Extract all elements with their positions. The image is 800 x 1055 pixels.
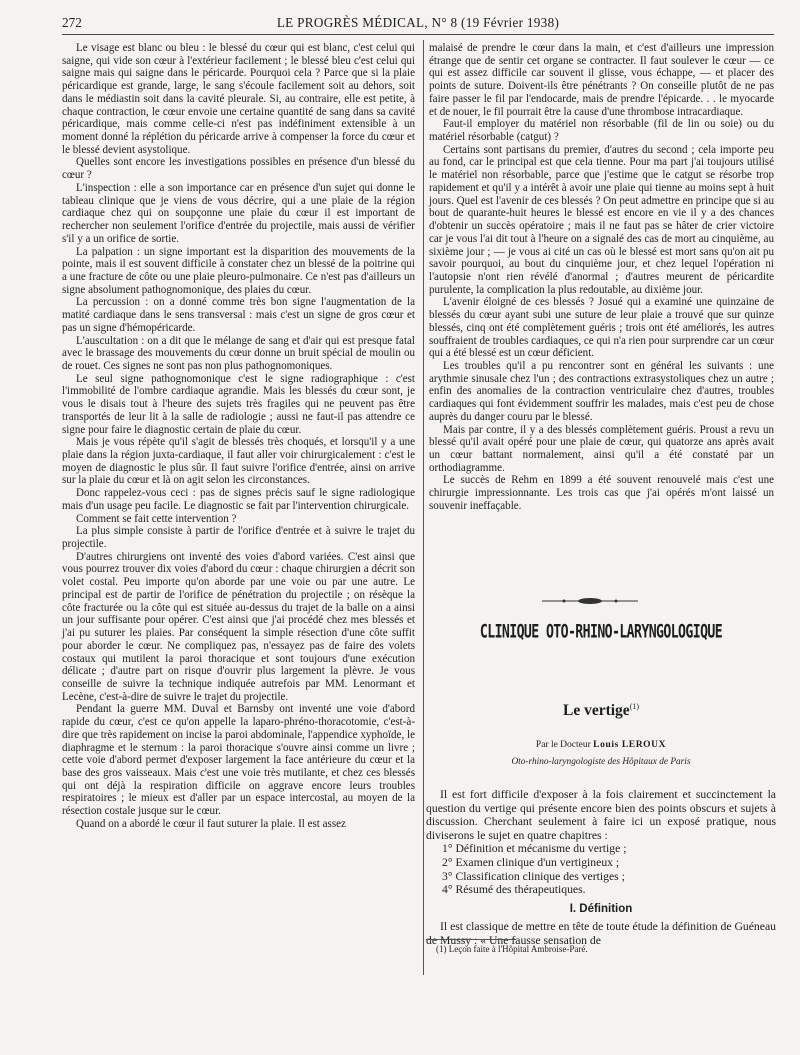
paragraph: Mais je vous répète qu'il s'agit de blessés très choqués, et lorsqu'il y a une plaie dans la région juxta-cardiaque, il faut aller voir chirurgicalement : c'est le moyen de diagnostic le plus sûr. Il faut suivre l'orifice d'entrée, ainsi on arrive sur la plaie du cœur et là on agit selon les circonstances. — [62, 436, 415, 487]
paragraph: La percussion : on a donné comme très bon signe l'augmentation de la matité cardiaque dans le sens transversal : mais c'est un signe de gros cœur et pas un signe d'hémopéricarde. — [62, 296, 415, 334]
footnote-marker: (1) — [629, 702, 640, 711]
paragraph: Mais par contre, il y a des blessés complètement guéris. Proust a revu un blessé qu'il avait opéré pour une plaie de cœur, qui quatorze ans après avait un cœur battant normalement, ainsi qu'il a été constaté par un orthodiagramme. — [429, 423, 774, 474]
author-name: Louis LEROUX — [593, 740, 667, 750]
header-rule — [62, 34, 774, 35]
author-affiliation: Oto-rhino-laryngologiste des Hôpitaux de Paris — [511, 757, 691, 767]
section-title: CLINIQUE OTO-RHINO-LARYNGOLOGIQUE — [479, 622, 723, 643]
paragraph: D'autres chirurgiens ont inventé des voies d'abord variées. C'est ainsi que vous pourrez trouver dix voies d'abord du cœur : chaque chirurgien a décrit son volet costal. Peu importe qu'on aborde par une voie ou par une autre. Le principal est de partir de l'orifice de pénétration du projectile ; on résèque la côte fracturée ou la côte qui est située au-dessus du trajet de la balle on a ainsi un jour suffisante pour opérer. C'est ainsi que j'ai procédé chez mes blessés et j'ai pu suturer les plaies. Par conséquent la simple résection d'une côte suffit pour aborder le cœur. Ne compliquez pas, n'essayez pas de faire des volets costaux qui mutilent la paroi thoracique et sont toujours d'une exécution délicate ; d'autre part on risque d'ouvrir plus largement la plèvre. Je vous conseille de suivre la technique indiquée autrefois par MM. Lenormant et Lecène, c'est-à-dire de suivre le trajet du projectile. — [62, 550, 415, 703]
paragraph: La plus simple consiste à partir de l'orifice d'entrée et à suivre le trajet du projectile. — [62, 525, 415, 551]
page-number: 272 — [62, 15, 82, 30]
footnote: (1) Leçon faite à l'Hôpital Ambroise-Paré. — [436, 944, 588, 954]
paragraph: Certains sont partisans du premier, d'autres du second ; cela importe peu au fond, car le principal est que cela tienne. Pour ma part j'ai toujours utilisé le matériel non résorbable, parce que j'estime que le catgut se résorbe trop rapidement et qu'il y a intérêt à avoir une plaie qui tienne au moins sept à huit jours. Quel est l'avenir de ces blessés ? On peut admettre en principe que si au bout de quarante-huit heures le blessé est encore en vie il y a des chances d'obtenir un succès opératoire ; mais il ne faut pas se hâter de crier victoire car je vous l'ai dit tout à l'heure on a signalé des cas de mort au cinquième, au sixième jour ; — je vous ai cité un cas où le blessé est mort sans qu'on ait pu savoir pourquoi, au bout du cinquième jour, et chez lequel l'opération ni l'autopsie n'ont rien révélé d'anormal ; d'autres meurent de péricardite purulente, la complication la plus redoutable, au dixième jour. — [429, 143, 774, 296]
list-item: 1° Définition et mécanisme du vertige ; — [442, 842, 627, 856]
paragraph: Donc rappelez-vous ceci : pas de signes précis sauf le signe radiologique mais d'un usage peu facile. Le diagnostic se fait par l'intervention chirurgicale. — [62, 487, 415, 512]
paragraph: Le seul signe pathognomonique c'est le signe radiographique : c'est l'immobilité de l'ombre cardiaque agrandie. Mais les blessés du cœur sont, je vous le disais tout à l'heure des sujets très fragiles qui ne peuvent pas être transportés de leur lit à la salle de radiologie ; aussi ne faut-il pas attendre ce signe pour faire le diagnostic certain de plaie du cœur. — [62, 372, 415, 436]
list-item: 4° Résumé des thérapeutiques. — [442, 883, 586, 897]
paragraph: Les troubles qu'il a pu rencontrer sont en général les suivants : une arythmie sinusale chez l'un ; des contractions extrasystoliques chez un autre ; enfin des anomalies de la contraction ventriculaire chez d'autres, troubles cardiaques qui font évidemment souffrir les malades, mais c'est peu de chose auprès du danger couru par le blessé. — [429, 359, 774, 423]
paragraph: malaisé de prendre le cœur dans la main, et c'est d'ailleurs une impression étrange que de sentir cet organe se contracter. Il faut soulever le cœur — ce qui est assez difficile car souvent il glisse, vous échappe, — et placer des points de suture. Doivent-ils être pénétrants ? On conseille plutôt de ne pas faire passer le fil par l'endocarde, mais de prendre l'épicarde. . . le myocarde et de nouer, le fil pourrait être la cause d'une thrombose intracardiaque. — [429, 42, 774, 118]
definition-paragraph: Il est classique de mettre en tête de toute étude la définition de Guéneau de Mussy : « Une fausse sensation de — [426, 920, 776, 947]
footnote-rule — [426, 939, 516, 940]
paragraph: L'auscultation : on a dit que le mélange de sang et d'air qui est presque fatal avec le brassage des mouvements du cœur donne un bruit spécial de moulin ou de rouet. Ces signes ne sont pas non plus pathognomoniques. — [62, 334, 415, 372]
page-header — [62, 13, 774, 35]
paragraph: Faut-il employer du matériel non résorbable (fil de lin ou soie) ou du matériel résorbable (catgut) ? — [429, 118, 774, 144]
paragraph: Quand on a abordé le cœur il faut suturer la plaie. Il est assez — [76, 817, 346, 830]
paragraph: Le visage est blanc ou bleu : le blessé du cœur qui est blanc, c'est celui qui saigne, qui vide son cœur à l'extérieur facilement ; le blessé bleu c'est celui qui saigne mais qui saigne dans le péricarde. Pourquoi cela ? Parce que si la plaie péricardique est grande, large, le sang s'écoule facilement soit au dehors, soit dans le médiastin soit dans la cavité pleurale. Si, au contraire, elle est petite, à chaque contraction, le cœur envoie une certaine quantité de sang dans sa cavité péricardique, mais comme celle-ci n'est pas indéfiniment extensible à un moment donné la réplétion du péricarde arrive à compenser la force du cœur et le blessé devient asystolique. — [62, 42, 415, 156]
article-title — [426, 702, 776, 720]
article-body — [426, 788, 776, 948]
list-item: 2° Examen clinique d'un vertigineux ; — [442, 855, 620, 869]
column-divider — [423, 40, 424, 975]
paragraph: La palpation : un signe important est la disparition des mouvements de la pointe, mais il est souvent difficile à constater chez un blessé de la poitrine qui a une fracture de côte ou une plaie pleuro-pulmonaire. Ce n'est pas d'ailleurs un signe absolument pathognomonique, des plaies du cœur. — [62, 245, 415, 296]
chapter-list — [426, 842, 776, 896]
right-column — [429, 42, 774, 513]
byline-prefix: Par le Docteur — [535, 740, 591, 750]
subheading: I. Définition — [569, 902, 633, 915]
paragraph: Le succès de Rehm en 1899 a été souvent renouvelé mais c'est une chirurgie impressionnante. Les trois cas que j'ai opérés m'ont laissé un souvenir ineffaçable. — [429, 474, 774, 512]
paragraph: L'avenir éloigné de ces blessés ? Josué qui a examiné une quinzaine de blessés du cœur ayant subi une suture de leur plaie a trouvé que sur quinze blessés, cinq ont été complètement guéris ; trois ont été améliorés, les autres souffraient de troubles cardiaques, ce qui n'a rien pour surprendre car un cœur qui a été blessé est un cœur déficient. — [429, 296, 774, 360]
intro-paragraph: Il est fort difficile d'exposer à la fois clairement et succinctement la question du vertige qui présente encore bien des points obscurs et sujets à discussion. Cherchant seulement à faire ici un exposé pratique, nous diviserons le sujet en quatre chapitres : — [426, 788, 776, 842]
article-title-text: Le vertige — [562, 702, 630, 720]
section-ornament — [540, 594, 640, 608]
journal-title: LE PROGRÈS MÉDICAL, N° 8 (19 Février 1938) — [276, 15, 560, 30]
paragraph: L'inspection : elle a son importance car en présence d'un sujet qui donne le tableau clinique que je viens de vous décrire, qui a une plaie de la région cardiaque chez qui on soupçonne une plaie du cœur il est important de rechercher non seulement l'orifice d'entrée du projectile, mais aussi de vérifier s'il y a un orifice de sortie. — [62, 181, 415, 245]
list-item: 3° Classification clinique des vertiges ; — [442, 869, 625, 883]
paragraph: Pendant la guerre MM. Duval et Barnsby ont inventé une voie d'abord rapide du cœur, c'est ce qu'on appelle la laparo-phréno-thoracotomie, c'est-à-dire que très rapidement on incise la paroi abdominale, l'appendice xyphoïde, le diaphragme et le sternum : la paroi thoracique s'ouvre ainsi comme un livre ; cette voie d'abord permet d'exposer largement la face antérieure du cœur et la base des gros vaisseaux. Mais c'est une voie très mutilante, et chez ces blessés qui ont déjà la respiration difficile on aggrave encore leurs troubles respiratoires ; le mieux est d'aller par un espace intercostal, au moyen de la résection costale jusque sur le cœur. — [62, 703, 415, 818]
paragraph: Quelles sont encore les investigations possibles en présence d'un blessé du cœur ? — [62, 156, 415, 182]
paragraph: Comment se fait cette intervention ? — [76, 512, 237, 525]
byline — [426, 740, 776, 750]
left-column — [62, 42, 415, 831]
